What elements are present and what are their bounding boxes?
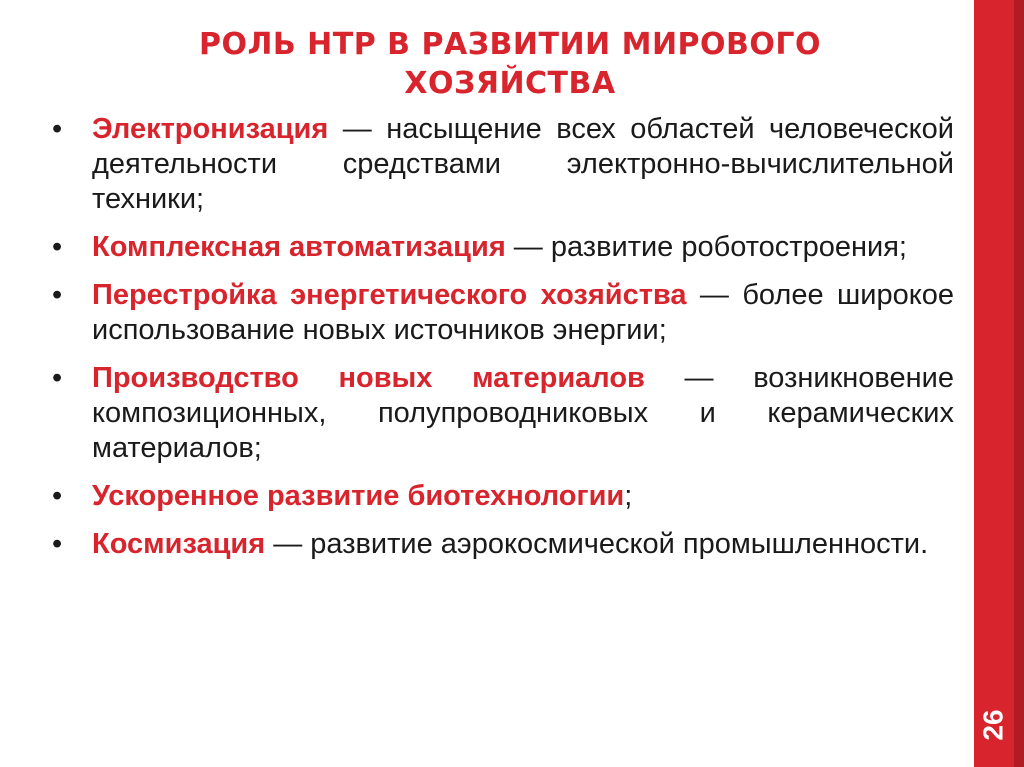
- bullet-item-biotech: [52, 479, 954, 514]
- bullet-text: ;: [624, 480, 633, 512]
- bullet-term: Комплексная автоматизация: [92, 231, 506, 263]
- bullet-text: — развитие аэрокосмической промышленности.: [265, 528, 929, 560]
- bullet-icon: •: [52, 113, 63, 145]
- side-accent-bar: [974, 0, 1014, 767]
- bullet-term: Перестройка энергетического хозяйства: [92, 279, 687, 311]
- bullet-item-automation: [52, 230, 954, 265]
- page-number: [974, 690, 1014, 760]
- side-accent-bar-edge: [1014, 0, 1024, 767]
- bullet-item-energy: [52, 278, 954, 348]
- bullet-list: [52, 112, 954, 575]
- bullet-term: Электронизация: [92, 113, 329, 145]
- slide-title: РОЛЬ НТР В РАЗВИТИИ МИРОВОГО ХОЗЯЙСТВА: [198, 27, 822, 101]
- bullet-icon: •: [52, 279, 63, 311]
- bullet-icon: •: [52, 231, 63, 263]
- bullet-text: — развитие роботостроения;: [505, 231, 907, 263]
- bullet-text: — более широкое использование новых источников энергии;: [92, 279, 955, 346]
- bullet-item-electronization: [52, 112, 954, 217]
- bullet-text: — возникновение композиционных, полупроводниковых и керамических материалов;: [92, 362, 954, 464]
- page-number-label: 26: [978, 709, 1009, 741]
- bullet-icon: •: [52, 362, 63, 394]
- bullet-term: Космизация: [92, 528, 266, 560]
- bullet-icon: •: [52, 528, 63, 560]
- bullet-icon: •: [52, 480, 63, 512]
- bullet-term: Производство новых материалов: [92, 362, 645, 394]
- bullet-term: Ускоренное развитие биотехнологии: [92, 480, 625, 512]
- bullet-text: — насыщение всех областей человеческой деятельности средствами электронно-вычислительной техники;: [92, 113, 954, 215]
- bullet-item-space: [52, 527, 954, 562]
- bullet-item-materials: [52, 361, 954, 466]
